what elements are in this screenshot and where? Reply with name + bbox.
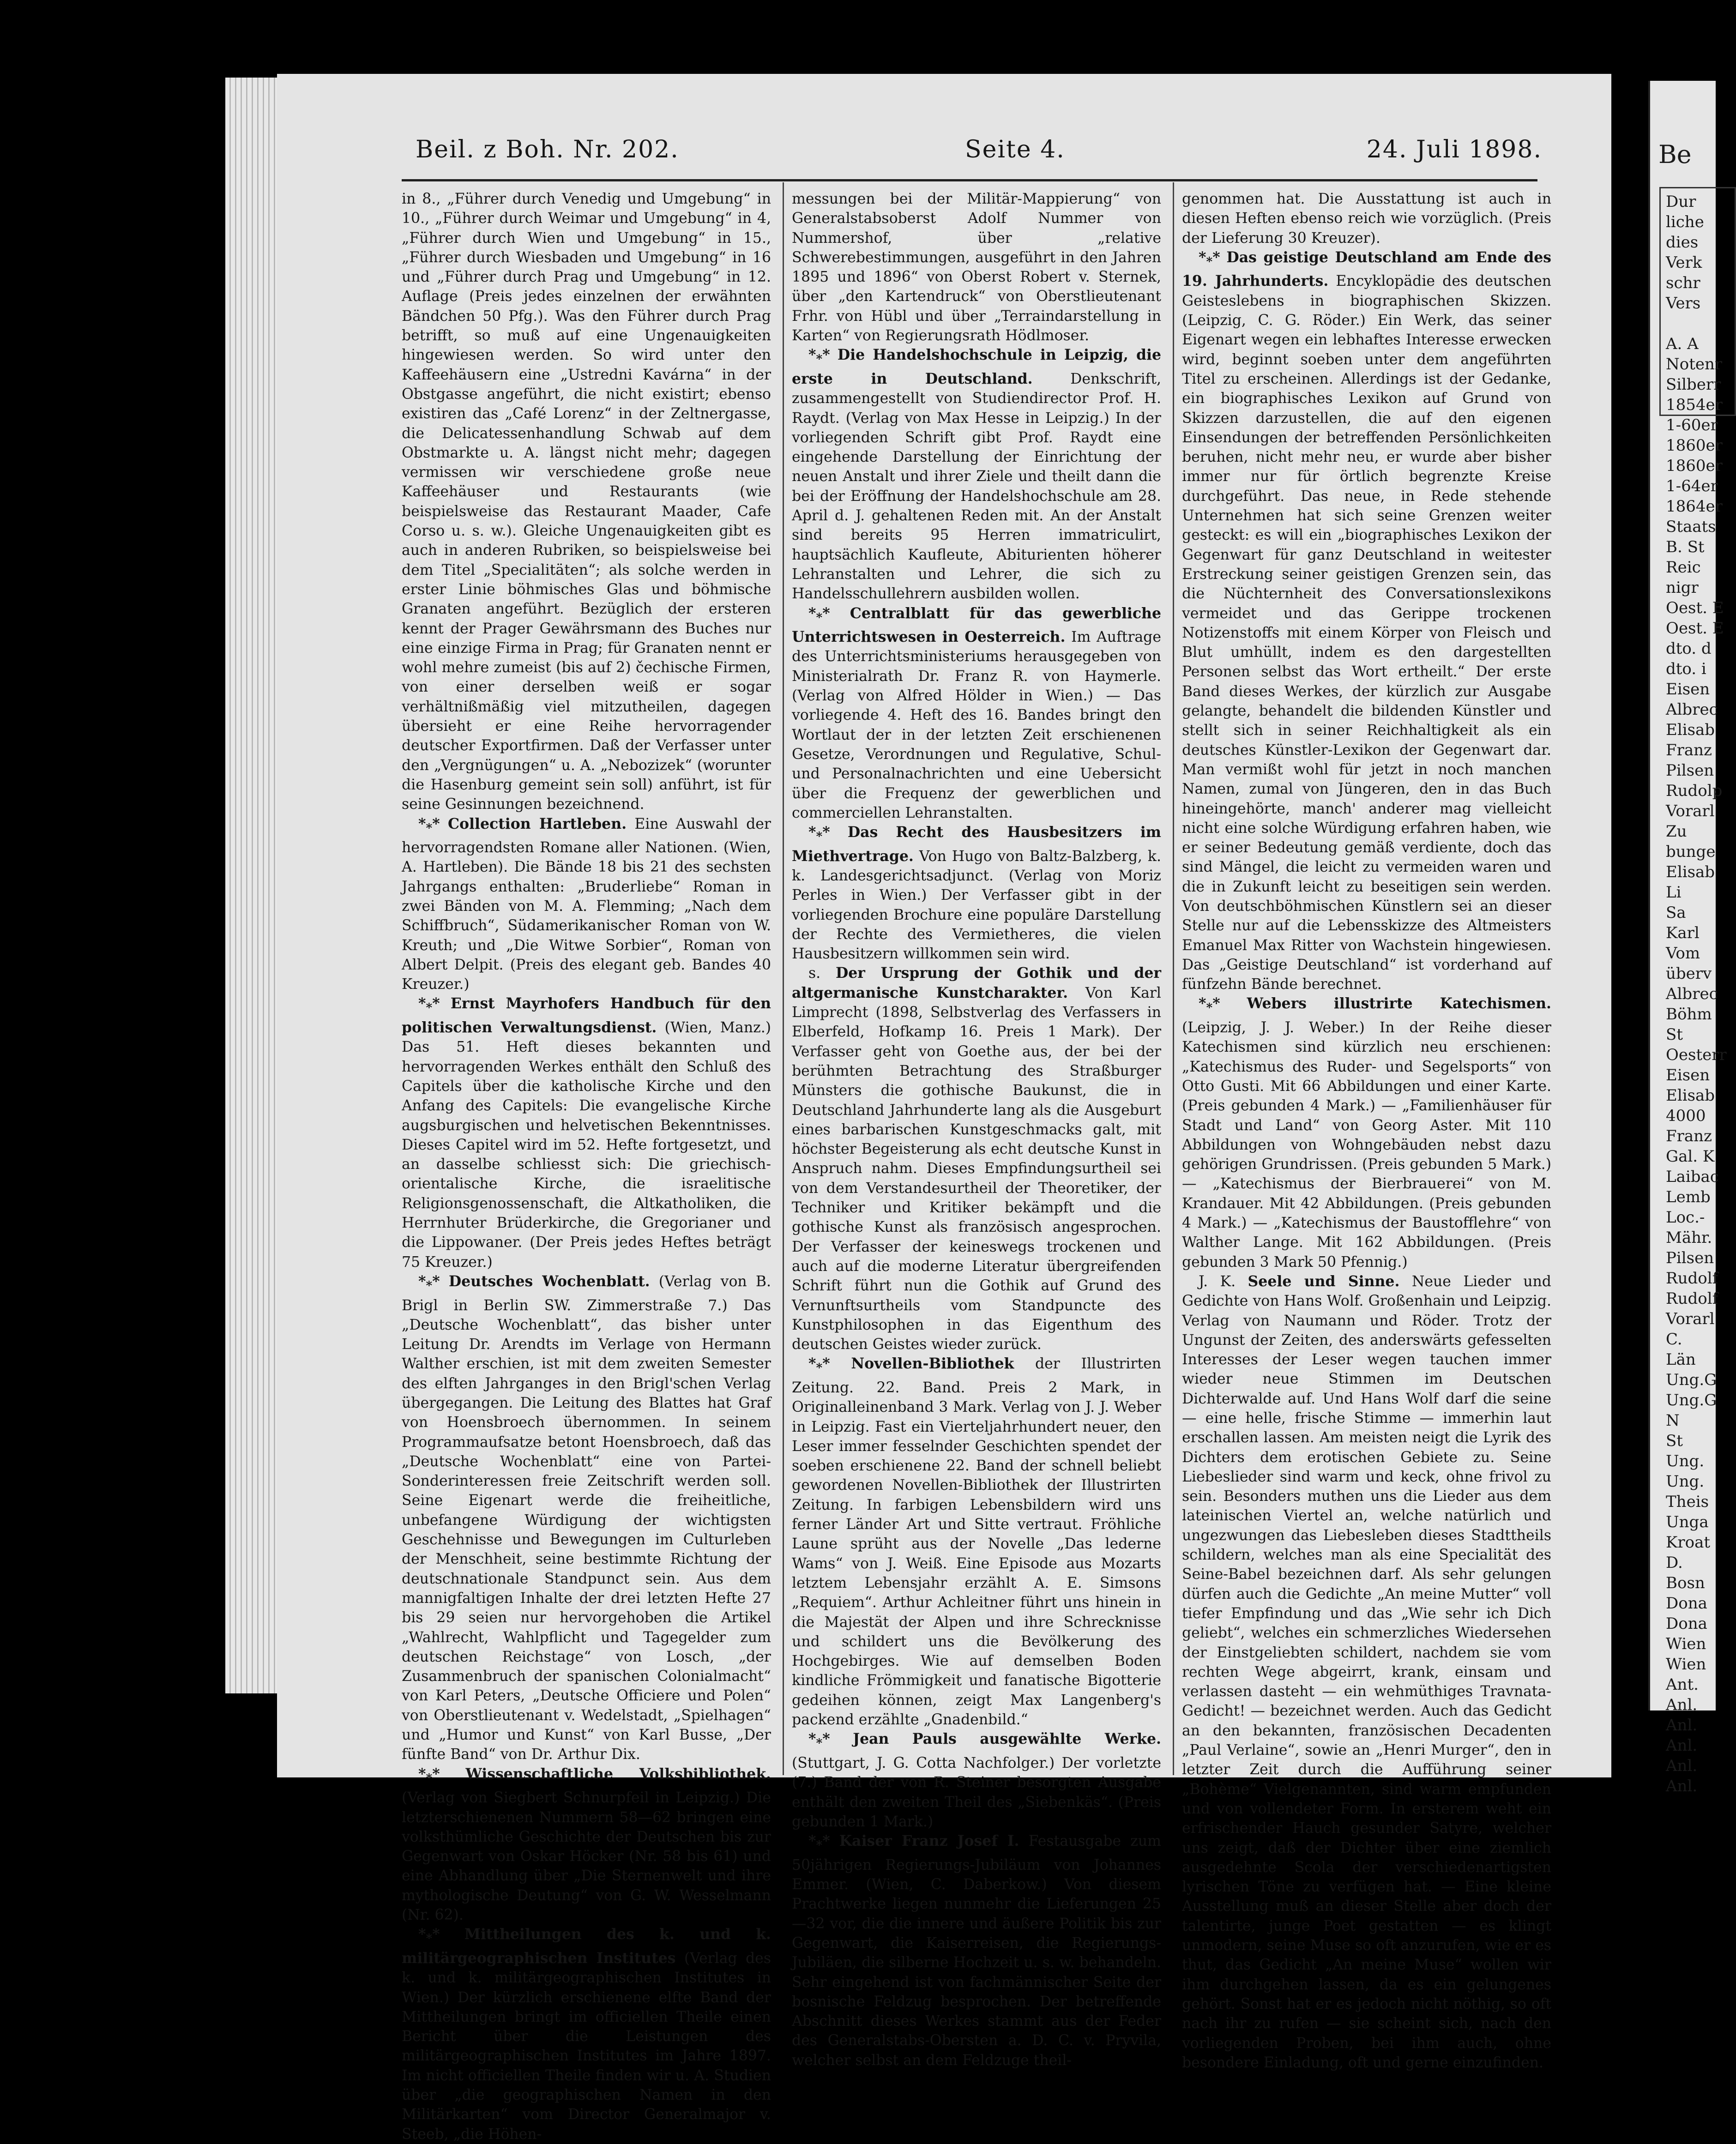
adjacent-page-line: Gal. K: [1666, 1147, 1715, 1166]
adjacent-page-line: Vers: [1666, 294, 1701, 313]
adjacent-page-line: Ant.: [1666, 1675, 1699, 1694]
adjacent-page-line: Anl.: [1666, 1757, 1698, 1775]
page-header: [277, 129, 1611, 175]
article-paragraph: $*_**$ Ernst Mayrhofers Handbuch für den politischen Verwaltungsdienst. (Wien, Manz.) Das 51. Heft dieses bekannten und hervorragenden Werkes enthält den Schluß des Capitels über die katholische Kirche und den Anfang des Capitels: Die evangelische Kirche augsburgischen und helvetischen Bekenntnisses. Dieses Capitel wird im 52. Hefte fortgesetzt, und an dasselbe schliesst sich: Die griechisch-orientalische Kirche, die israelitische Religionsgenossenschaft, die Altkatholiken, die Herrnhuter Brüderkirche, die Gregorianer und die Lippowaner. (Der Preis jedes Heftes beträgt 75 Kreuzer.): [402, 995, 771, 1271]
article-paragraph: messungen bei der Militär-Mappierung“ von Generalstabsoberst Adolf Nummer von Nummershof, über „relative Schwerebestimmungen, ausgeführt in den Jahren 1895 und 1896“ von Oberst Robert v. Sternek, über „den Kartendruck“ von Oberstlieutenant Frhr. von Hübl und über „Terraindarstellung in Karten“ von Regierungsrath Hödlmoser.: [792, 191, 1161, 344]
adjacent-page-line: D.: [1666, 1554, 1683, 1572]
adjacent-page-line: 1860er: [1666, 436, 1723, 455]
adjacent-page-line: Ung.G: [1666, 1371, 1717, 1389]
adjacent-page-line: Vom: [1666, 944, 1700, 963]
adjacent-page-line: Pilsen: [1666, 1249, 1714, 1267]
adjacent-page-line: Albrec: [1666, 985, 1718, 1003]
adjacent-page-line: dies: [1666, 233, 1699, 252]
adjacent-page-line: überv: [1666, 964, 1712, 983]
adjacent-page-line: Albrec: [1666, 700, 1718, 719]
book-page-edges: [225, 78, 285, 1693]
header-rule: [402, 179, 1537, 181]
adjacent-page-line: 4000: [1666, 1107, 1706, 1125]
adjacent-page-line: [1663, 313, 1727, 334]
adjacent-page-line: Unga: [1666, 1513, 1709, 1531]
adjacent-page-line: 1860er: [1666, 457, 1723, 475]
adjacent-page-line: Lemb: [1666, 1188, 1711, 1206]
adjacent-page-line: Dona: [1666, 1614, 1707, 1633]
column-divider: [1173, 182, 1174, 1775]
adjacent-page-line: Län: [1666, 1350, 1696, 1369]
newspaper-page: [277, 74, 1611, 2143]
article-paragraph: $*_**$ Kaiser Franz Josef I. Festausgabe zum 50jährigen Regierungs-Jubiläum von Johannes Emmer. (Wien, C. Daberkow.) Von diesem Prachtwerke liegen nunmehr die Lieferungen 25—32 vor, die die innere und äußere Politik bis zur Gegenwart, die Kaiserreisen, die Regierungs-Jubiläen, die silberne Hochzeit u. s. w. behandeln. Sehr eingehend ist von fachmännischer Seite der bosnische Feldzug besprochen. Der betreffende Abschnitt dieses Werkes stammt aus der Feder des Generalstabs-Obersten a. D. C. v. Pryvila, welcher selbst an dem Feldzuge theil-: [792, 1832, 1162, 2069]
article-paragraph: $*_**$ Novellen-Bibliothek der Illustrirten Zeitung. 22. Band. Preis 2 Mark, in Originalleinenband 3 Mark. Verlag von J. J. Weber in Leipzig. Fast ein Vierteljahrhundert neuer, den Leser immer fesselnder Geschichten spendet der soeben erschienene 22. Band der schnell beliebt gewordenen Novellen-Bibliothek der Illustrirten Zeitung. In farbigen Lebensbildern wird uns ferner Länder Art und Sitte vertraut. Fröhliche Laune sprüht aus der Novelle „Das lederne Wams“ von J. Weiß. Eine Episode aus Mozarts letztem Lebensjahr erzählt A. E. Simsons „Requiem“. Arthur Achleitner führt uns hinein in die Majestät der Alpen und ihre Schrecknisse und schildert uns die Bevölkerung des Hochgebirges. Wie auf demselben Boden kindliche Frömmigkeit und fanatische Bigotterie gedeihen können, zeigt Max Langenberg's packend erzählte „Gnadenbild.“: [792, 1355, 1161, 1728]
adjacent-page-line: A. A: [1666, 335, 1699, 353]
adjacent-page-line: Ung.G: [1666, 1391, 1717, 1409]
adjacent-page-line: Anl.: [1666, 1777, 1698, 1795]
adjacent-page-line: St: [1666, 1025, 1683, 1044]
adjacent-page-line: Reic: [1666, 558, 1701, 577]
column-divider: [783, 182, 784, 1775]
adjacent-page-line: Anl.: [1666, 1736, 1698, 1755]
adjacent-page-line: Rudolf: [1666, 1289, 1718, 1308]
adjacent-page-line: Pilsen: [1666, 761, 1714, 780]
adjacent-page-line: Mähr.: [1666, 1229, 1712, 1247]
issue-date: 24. Juli 1898.: [1366, 136, 1542, 163]
adjacent-page-line: Eisen: [1666, 1066, 1710, 1084]
adjacent-page-line: Kroat: [1666, 1533, 1711, 1552]
adjacent-page-line: Oest. E: [1666, 619, 1724, 638]
adjacent-page-line: dto. i: [1666, 660, 1706, 678]
adjacent-page-line: Notenr: [1666, 355, 1723, 373]
adjacent-page-line: Bosn: [1666, 1574, 1705, 1592]
adjacent-page-line: Anl.: [1666, 1716, 1698, 1734]
adjacent-page-line: Vorarl: [1666, 1310, 1715, 1328]
adjacent-page-line: Elisab: [1666, 721, 1715, 739]
adjacent-page-line: Oesterr: [1666, 1046, 1727, 1064]
adjacent-page-line: B. St: [1666, 538, 1705, 556]
adjacent-page-line: Rudolf: [1666, 1269, 1718, 1288]
page-number: Seite 4.: [965, 136, 1065, 163]
adjacent-page-line: Böhm: [1666, 1005, 1712, 1024]
article-paragraph: s. Der Ursprung der Gothik und der altgermanische Kunstcharakter. Von Karl Limprecht (1898, Selbstverlag des Verfassers in Elberfeld, Hofkamp 16. Preis 1 Mark). Der Verfasser geht von Goethe aus, der bei der berühmten Betrachtung des Straßburger Münsters die gothische Baukunst, die in Deutschland Jahrhunderte lang als die Ausgeburt eines barbarischen Kunstgeschmacks galt, mit höchster Begeisterung als echt deutsche Kunst in Anspruch nahm. Dieses Empfindungsurtheil sei von dem Verstandesurtheil der Theoretiker, der Techniker und Kritiker bekämpft und die gothische Kunst als französisch angesprochen. Der Verfasser der keineswegs trockenen und auch auf die moderne Literatur übergreifenden Schrift führt nun die Gothik auf Grund des Vernunftsurtheils vom Standpuncte des Kunstphilosophen in das Eigenthum des deutschen Geistes wieder zurück.: [792, 964, 1161, 1353]
article-paragraph: $*_**$ Centralblatt für das gewerbliche Unterrichtswesen in Oesterreich. Im Auftrage des Unterrichtsministeriums herausgegeben von Ministerialrath Dr. Franz R. von Haymerle. (Verlag von Alfred Hölder in Wien.) — Das vorliegende 4. Heft des 16. Bandes bringt den Wortlaut der in der letzten Zeit erschienenen Gesetze, Verordnungen und Regulative, Schul- und Personalnachrichten und eine Uebersicht über die Frequenz der gewerblichen und commerciellen Lehranstalten.: [792, 604, 1162, 821]
article-paragraph: $*_**$ Mittheilungen des k. und k. militärgeographischen Institutes (Verlag des k. und k. militärgeographischen Institutes in Wien.) Der kürzlich erschienene elfte Band der Mittheilungen bringt im officiellen Theile einen Bericht über die Leistungen des militärgeographischen Institutes im Jahre 1897. Im nicht officiellen Theile finden wir u. A. Studien über „die geographischen Namen in den Militärkarten“ vom Director Generalmajor v. Steeb, „die Höhen-: [402, 1926, 771, 2143]
adjacent-page-line: Franz: [1666, 741, 1712, 759]
article-paragraph: in 8., „Führer durch Venedig und Umgebung“ in 10., „Führer durch Weimar und Umgebung“ in 4, „Führer durch Wien und Umgebung“ in 15., „Führer durch Wiesbaden und Umgebung“ in 16 und „Führer durch Prag und Umgebung“ in 12. Auflage (Preis jedes einzelnen der erwähnten Bändchen 50 Pfg.). Was den Führer durch Prag betrifft, so muß auf eine Ungenauigkeiten hingewiesen werden. So wird unter den Kaffeehäusern eine „Ustredni Kavárna“ in der Obstgasse angeführt, die nicht existirt; ebenso existiren das „Café Lorenz“ in der Zeltnergasse, die Delicatessenhandlung Schwab auf dem Obstmarkte u. A. längst nicht mehr; dagegen vermissen wir verschiedene große neue Kaffeehäuser und Restaurants (wie beispielsweise das Restaurant Maader, Cafe Corso u. s. w.). Gleiche Ungenauigkeiten gibt es auch in anderen Rubriken, so beispielsweise bei dem Titel „Specialitäten“; als solche werden in erster Linie böhmisches Glas und böhmische Granaten angeführt. Bezüglich der ersteren kennt der Prager Gewährsmann des Buches nur eine einzige Firma in Prag; für Granaten nennt er wohl mehre zumeist (bis auf 2) čechische Firmen, von einer derselben weiß er sogar verhältnißmäßig viel mitzutheilen, dagegen übersieht er eine Reihe hervorragender deutscher Exportfirmen. Daß der Verfasser unter den „Vergnügungen“ u. A. „Nebozizek“ (worunter die Hasenburg gemeint sein soll) anführt, ist für seine Gesinnungen bezeichnend.: [402, 191, 771, 813]
article-paragraph: $*_**$ Deutsches Wochenblatt. (Verlag von B. Brigl in Berlin SW. Zimmerstraße 7.) Das „Deutsche Wochenblatt“, das bisher unter Leitung Dr. Arendts im Verlage von Hermann Walther erschien, ist mit dem zweiten Semester des elften Jahrganges in den Brigl'schen Verlag übergegangen. Die Leitung des Blattes hat Graf von Hoensbroech übernommen. In seinem Programmaufsatze betont Hoensbroech, daß das „Deutsche Wochenblatt“ eine von Partei-Sonderinteressen freie Zeitschrift werden soll. Seine Eigenart werde die freiheitliche, unbefangene Würdigung der wichtigsten Geschehnisse und Bewegungen im Culturleben der Menschheit, seine bestimmte Richtung der deutschnationale Standpunct sein. Aus dem mannigfaltigen Inhalte der drei letzten Hefte 27 bis 29 seien nur hervorgehoben die Artikel „Wahlrecht, Wahlpflicht und Tagegelder zum deutschen Reichstage“ von Losch, „der Zusammenbruch der spanischen Colonialmacht“ von Karl Peters, „Deutsche Officiere und Polen“ von Oberstlieutenant v. Wedelstadt, „Spielhagen“ und „Humor und Kunst“ von Karl Busse, „Der fünfte Band“ von Dr. Arthur Dix.: [402, 1272, 771, 1763]
article-paragraph: $*_**$ Collection Hartleben. Eine Auswahl der hervorragendsten Romane aller Nationen. (Wien, A. Hartleben). Die Bände 18 bis 21 des sechsten Jahrgangs enthalten: „Bruderliebe“ Roman in zwei Bänden von M. A. Flemming; „Nach dem Schiffbruch“, Südamerikanischer Roman von W. Kreuth; und „Die Witwe Sorbier“, Roman von Albert Delpit. (Preis des elegant geb. Bandes 40 Kreuzer.): [402, 815, 771, 993]
adjacent-page-line: Zu: [1666, 822, 1687, 841]
adjacent-page-line: Elisab: [1666, 1086, 1715, 1105]
text-column-1: [402, 189, 771, 2143]
article-paragraph: $*_**$ Wissenschaftliche Volksbibliothek. (Verlag von Siegbert Schnurpfeil in Leipzig.) Die letzterschienenen Nummern 58—62 bringen eine volksthümliche Geschichte der Deutschen bis zur Gegenwart von Oskar Höcker (Nr. 58 bis 61) und eine Abhandlung über „Die Sternenwelt und ihre mythologische Deutung“ von G. W. Wesselmann (Nr. 62).: [402, 1765, 771, 1924]
adjacent-page: [1648, 81, 1727, 1795]
article-paragraph: $*_**$ Jean Pauls ausgewählte Werke. (Stuttgart, J. G. Cotta Nachfolger.) Der vorletzte (7.) Band der von R. Steiner besorgten Ausgabe enthält den zweiten Theil des „Siebenkäs“. (Preis gebunden 1 Mark.): [792, 1730, 1162, 1830]
adjacent-page-line: Wien: [1666, 1655, 1706, 1674]
adjacent-page-line: Vorarl: [1666, 802, 1715, 820]
adjacent-page-line: Ung.: [1666, 1452, 1705, 1470]
adjacent-page-line: Laibac: [1666, 1168, 1719, 1186]
adjacent-page-line: Sa: [1666, 903, 1686, 922]
adjacent-page-line: 1864er: [1666, 497, 1723, 516]
adjacent-page-line: Staats: [1666, 518, 1716, 536]
adjacent-page-line: Elisab: [1666, 863, 1715, 881]
adjacent-page-line: St: [1666, 1432, 1683, 1450]
article-paragraph: $*_**$ Webers illustrirte Katechismen. (Leipzig, J. J. Weber.) In der Reihe dieser Katechismen sind kürzlich neu erschienen: „Katechismus des Ruder- und Segelsports“ von Otto Gusti. Mit 66 Abbildungen und einer Karte. (Preis gebunden 4 Mark.) — „Familienhäuser für Stadt und Land“ von Georg Aster. Mit 110 Abbildungen von Wohngebäuden nebst dazu gehörigen Grundrissen. (Preis gebunden 5 Mark.) — „Katechismus der Bierbrauerei“ von M. Krandauer. Mit 42 Abbildungen. (Preis gebunden 4 Mark.) — „Katechismus der Baustofflehre“ von Walther Lange. Mit 162 Abbildungen. (Preis gebunden 3 Mark 50 Pfennig.): [1182, 995, 1551, 1271]
adjacent-page-line: Anl.: [1666, 1696, 1698, 1714]
adjacent-page-text: [1663, 192, 1727, 1796]
adjacent-page-line: N: [1666, 1411, 1680, 1430]
adjacent-page-line: C.: [1666, 1330, 1682, 1349]
text-column-3: [1182, 189, 1551, 2071]
adjacent-page-line: Theis: [1666, 1493, 1709, 1511]
adjacent-page-line: Franz: [1666, 1127, 1712, 1145]
article-paragraph: $*_**$ Das Recht des Hausbesitzers im Miethvertrage. Von Hugo von Baltz-Balzberg, k. k. Landesgerichtsadjunct. (Verlag von Moriz Perles in Wien.) Der Verfasser gibt in der vorliegenden Brochure eine populäre Darstellung der Rechte des Vermietheres, die vielen Hausbesitzern willkommen sein wird.: [792, 824, 1161, 963]
adjacent-page-line: 1854er: [1666, 396, 1723, 414]
adjacent-page-line: Rudolp: [1666, 782, 1723, 800]
adjacent-page-line: Silberr: [1666, 375, 1721, 394]
article-paragraph: J. K. Seele und Sinne. Neue Lieder und Gedichte von Hans Wolf. Großenhain und Leipzig. Verlag von Naumann und Röder. Trotz der Ungunst der Zeiten, des anderswärts gefesselten Interesses der Leser wegen tauchen immer wieder neue Stimmen im Deutschen Dichterwalde auf. Und Hans Wolf darf die seine — eine helle, frische Stimme — immerhin laut erschallen lassen. Am meisten neigt die Lyrik des Dichters dem erotischen Gebiete zu. Seine Liebeslieder sind warm und keck, ohne frivol zu sein. Besonders muthen uns die Lieder aus dem lateinischen Viertel an, welche natürlich und ungezwungen das Liebesleben dieses Stadttheils schildern, welches man als eine Specialität des Seine-Babel bezeichnen darf. Als sehr gelungen dürfen auch die Gedichte „An meine Mutter“ voll tiefer Empfindung und das „Wie sehr ich Dich geliebt“, welches ein schmerzliches Wiedersehen der Einstgeliebten schildert, nachdem sie vom rechten Wege abgeirrt, krank, einsam und verlassen dasteht — ein wehmüthiges Travnata-Gedicht! — bezeichnet werden. Auch das Gedicht an den bekannten, französischen Decadenten „Paul Verlaine“, sowie an „Henri Murger“, den in letzter Zeit durch die Aufführung seiner „Bohème“ Vielgenannten, sind warm empfunden und von vollendeter Form. In ersterem weht ein erfrischender Hauch gesunder Satyre, welcher uns zeigt, daß der Dichter über eine ziemlich ausgedehnte Scola der verschiedenartigsten lyrischen Töne zu verfügen hat. — Eine kleine Ausstellung muß an dieser Stelle aber doch der talentirte, junge Poet gestatten — es klingt unmodern, seine Muse so oft anzurufen, wie er es thut, das Gedicht „An meine Muse“ wollen wir ihm durchgehen lassen, da es ein gelungenes gehört. Sonst hat er es jedoch nicht nöthig, so oft nach ihr zu rufen — sie scheint sich, nach den vorliegenden Proben, bei ihm auch, ohne besondere Einladung, oft und gerne einzufinden.: [1182, 1272, 1551, 2071]
adjacent-page-header: Be: [1658, 140, 1692, 169]
adjacent-page-line: 1-64er: [1666, 477, 1718, 495]
adjacent-page-line: liche: [1666, 213, 1704, 231]
adjacent-page-line: Loc.-: [1666, 1208, 1705, 1227]
article-paragraph: $*_**$ Die Handelshochschule in Leipzig, die erste in Deutschland. Denkschrift, zusammengestellt von Studiendirector Prof. H. Raydt. (Verlag von Max Hesse in Leipzig.) In der vorliegenden Schrift gibt Prof. Raydt eine eingehende Darstellung der Einrichtung der neuen Anstalt und ihrer Ziele und theilt dann die bei der Eröffnung der Handelshochschule am 28. April d. J. gehaltenen Reden mit. An der Anstalt sind bereits 95 Herren immatriculirt, hauptsächlich Kaufleute, Abiturienten höherer Lehranstalten und Lehrer, die sich zu Handelsschullehrern ausbilden wollen.: [792, 346, 1161, 602]
adjacent-page-line: schr: [1666, 274, 1700, 292]
adjacent-page-line: Verk: [1666, 253, 1702, 272]
adjacent-page-line: nigr: [1666, 578, 1699, 597]
article-paragraph: $*_**$ Das geistige Deutschland am Ende des 19. Jahrhunderts. Encyklopädie des deutschen Geisteslebens in biographischen Skizzen. (Leipzig, C. G. Röder.) Ein Werk, das seiner Eigenart wegen ein lebhaftes Interesse erwecken wird, beginnt soeben unter dem angeführten Titel zu erscheinen. Allerdings ist der Gedanke, ein biographisches Lexikon auf Grund von Skizzen darzustellen, die auf den eigenen Einsendungen der betreffenden Persönlichkeiten beruhen, nicht mehr neu, er wurde aber bisher immer nur für örtlich begrenzte Kreise durchgeführt. Das neue, in Rede stehende Unternehmen hat sich seine Grenzen weiter gesteckt: es will ein „biographisches Lexikon der Gegenwart für ganz Deutschland in weitester Erstreckung seiner geistigen Grenzen sein, das die Nüchternheit des Conversationslexikons vermeidet und das Gerippe trockenen Notizenstoffs mit einem Körper von Fleisch und Blut umhüllt, indem es den dargestellten Personen selbst das Wort ertheilt.“ Der erste Band dieses Werkes, der kürzlich zur Ausgabe gelangte, behandelt die bildenden Künstler und stellt sich in seiner Reichhaltigkeit als ein deutsches Künstler-Lexikon der Gegenwart dar. Man vermißt wohl für jetzt in noch manchen Namen, zumal von Jüngeren, den in das Buch hineingehörte, manch' anderer mag vielleicht nicht eine solche Würdigung erfahren haben, wie er seiner Bedeutung gemäß verdiente, doch das sind Mängel, die leicht zu vermeiden waren und die in Zukunft leicht zu beseitigen sein werden. Von deutschböhmischen Künstlern sei an dieser Stelle nur auf die Lebensskizze des Altmeisters Emanuel Max Ritter von Wachstein hingewiesen. Das „Geistige Deutschland“ ist vorderhand auf fünfzehn Bände berechnet.: [1182, 248, 1551, 993]
adjacent-page-line: Eisen: [1666, 680, 1710, 699]
adjacent-page-line: Karl: [1666, 924, 1700, 942]
article-paragraph: genommen hat. Die Ausstattung ist auch in diesen Heften ebenso reich wie vorzüglich. (Preis der Lieferung 30 Kreuzer).: [1182, 191, 1551, 247]
adjacent-page-line: dto. d: [1666, 639, 1712, 658]
adjacent-page-line: Li: [1666, 883, 1682, 902]
adjacent-page-line: Dur: [1666, 193, 1696, 211]
adjacent-page-line: 1-60er: [1666, 416, 1718, 434]
adjacent-page-line: Oest. E: [1666, 599, 1724, 617]
issue-number: Beil. z Boh. Nr. 202.: [416, 136, 679, 163]
adjacent-page-line: bunge: [1666, 843, 1716, 861]
adjacent-page-line: Ung.: [1666, 1472, 1705, 1491]
adjacent-page-line: Wien: [1666, 1635, 1706, 1653]
text-column-2: [792, 189, 1162, 2069]
adjacent-page-line: Dona: [1666, 1594, 1707, 1613]
